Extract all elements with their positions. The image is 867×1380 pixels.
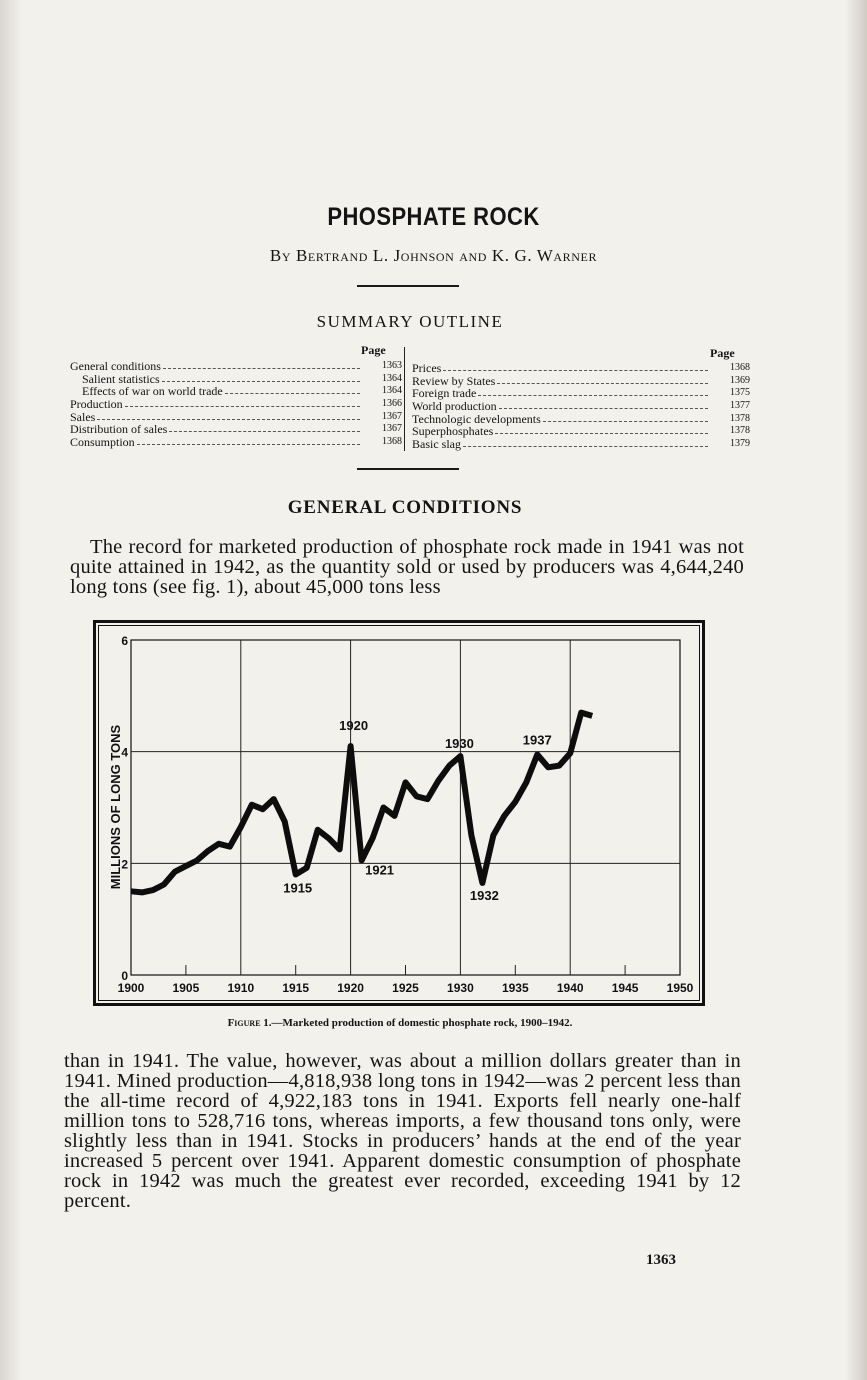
toc-entry-label: Prices [412, 361, 442, 375]
x-tick-label: 1935 [501, 981, 529, 995]
year-annotation: 1921 [365, 862, 395, 878]
plot-area-border [131, 640, 680, 975]
x-tick-label: 1925 [392, 981, 419, 995]
toc-page-column-label: Page [710, 346, 735, 360]
toc-entry-label: Production [70, 397, 123, 412]
toc-entry-label: Review by States [412, 373, 496, 388]
figure-caption-text: —Marketed production of domestic phosphate rock, 1900–1942. [271, 1017, 573, 1029]
toc-entry-label: Salient statistics [82, 371, 160, 386]
toc-entry-page: 1367 [382, 423, 402, 435]
toc-entry-page: 1363 [382, 360, 402, 371]
figure-caption-prefix: Figure 1. [227, 1017, 272, 1029]
toc-entry-page: 1379 [730, 438, 750, 450]
toc-entry-page: 1375 [730, 387, 750, 399]
toc-entry-page: 1368 [382, 436, 402, 448]
y-tick-label: 2 [121, 857, 128, 872]
x-tick-label: 1950 [666, 981, 694, 995]
x-tick-label: 1920 [337, 981, 364, 995]
toc-entry-page: 1378 [730, 425, 750, 437]
toc-entry-label: Technologic developments [412, 411, 541, 426]
toc-entry-label: Distribution of sales [70, 422, 168, 437]
x-tick-label: 1945 [611, 981, 639, 995]
year-annotation: 1920 [339, 718, 369, 734]
page-number: 1363 [646, 1252, 676, 1268]
x-tick-label: 1905 [172, 981, 200, 995]
toc-entry-label: Consumption [70, 435, 135, 450]
toc-entry-label: Foreign trade [412, 386, 477, 401]
y-tick-label: 0 [121, 969, 128, 983]
toc-entry-page: 1369 [730, 374, 750, 386]
toc-entry-label: General conditions [70, 359, 161, 373]
toc-entry-page: 1368 [730, 362, 750, 373]
body-paragraph: than in 1941. The value, however, was about a million dollars greater than in 1941. Mined production—4,818,938 long tons in 1942—was 2 percent less than the all-time record of 4,922,183 tons in 1941. Exports fell nearly one-half million tons to 528,716 tons, whereas imports, a few thousand tons only, were slightly less than in 1941. Stocks in producers’ hands at the end of the year increased 5 percent over 1941. Apparent domestic consumption of phosphate rock in 1942 was much the greatest ever recorded, exceeding 1941 by 12 percent. [64, 1050, 741, 1212]
toc-entry-page: 1366 [382, 398, 402, 410]
toc-entry-label: Sales [70, 409, 96, 424]
toc-entry-page: 1364 [382, 372, 402, 384]
toc-entry-label: World production [412, 399, 497, 414]
x-tick-label: 1915 [282, 981, 310, 995]
toc-page-column-label: Page [361, 343, 386, 357]
toc-entry-label: Basic slag [412, 437, 461, 452]
byline: By Bertrand L. Johnson and K. G. Warner [269, 246, 598, 265]
x-tick-label: 1900 [117, 981, 145, 995]
section-heading: GENERAL CONDITIONS [287, 497, 523, 518]
toc-entry-label: Effects of war on world trade [82, 384, 223, 399]
summary-heading: SUMMARY OUTLINE [316, 312, 504, 331]
toc-entry-label: Superphosphates [412, 424, 494, 439]
year-annotation: 1937 [522, 732, 552, 748]
toc-entry-page: 1367 [382, 410, 402, 422]
year-annotation: 1915 [283, 880, 313, 896]
figure-caption [0, 1017, 800, 1029]
toc-entry-page: 1364 [382, 385, 402, 397]
toc-entry-page: 1377 [730, 400, 750, 412]
year-annotation: 1930 [444, 736, 474, 752]
toc-entry-page: 1378 [730, 412, 750, 424]
page-title: PHOSPHATE ROCK [327, 203, 540, 231]
x-tick-label: 1910 [227, 981, 255, 995]
y-axis-label: MILLIONS OF LONG TONS [108, 724, 123, 890]
y-tick-label: 4 [121, 745, 128, 760]
x-tick-label: 1930 [447, 981, 474, 995]
x-tick-label: 1940 [556, 981, 584, 995]
body-paragraph: The record for marketed production of phosphate rock made in 1941 was not quite attained in 1942, as the quantity sold or used by producers was 4,644,240 long tons (see fig. 1), about 45,000 tons less [70, 536, 744, 598]
y-tick-label: 6 [121, 634, 128, 648]
year-annotation: 1932 [469, 887, 499, 903]
